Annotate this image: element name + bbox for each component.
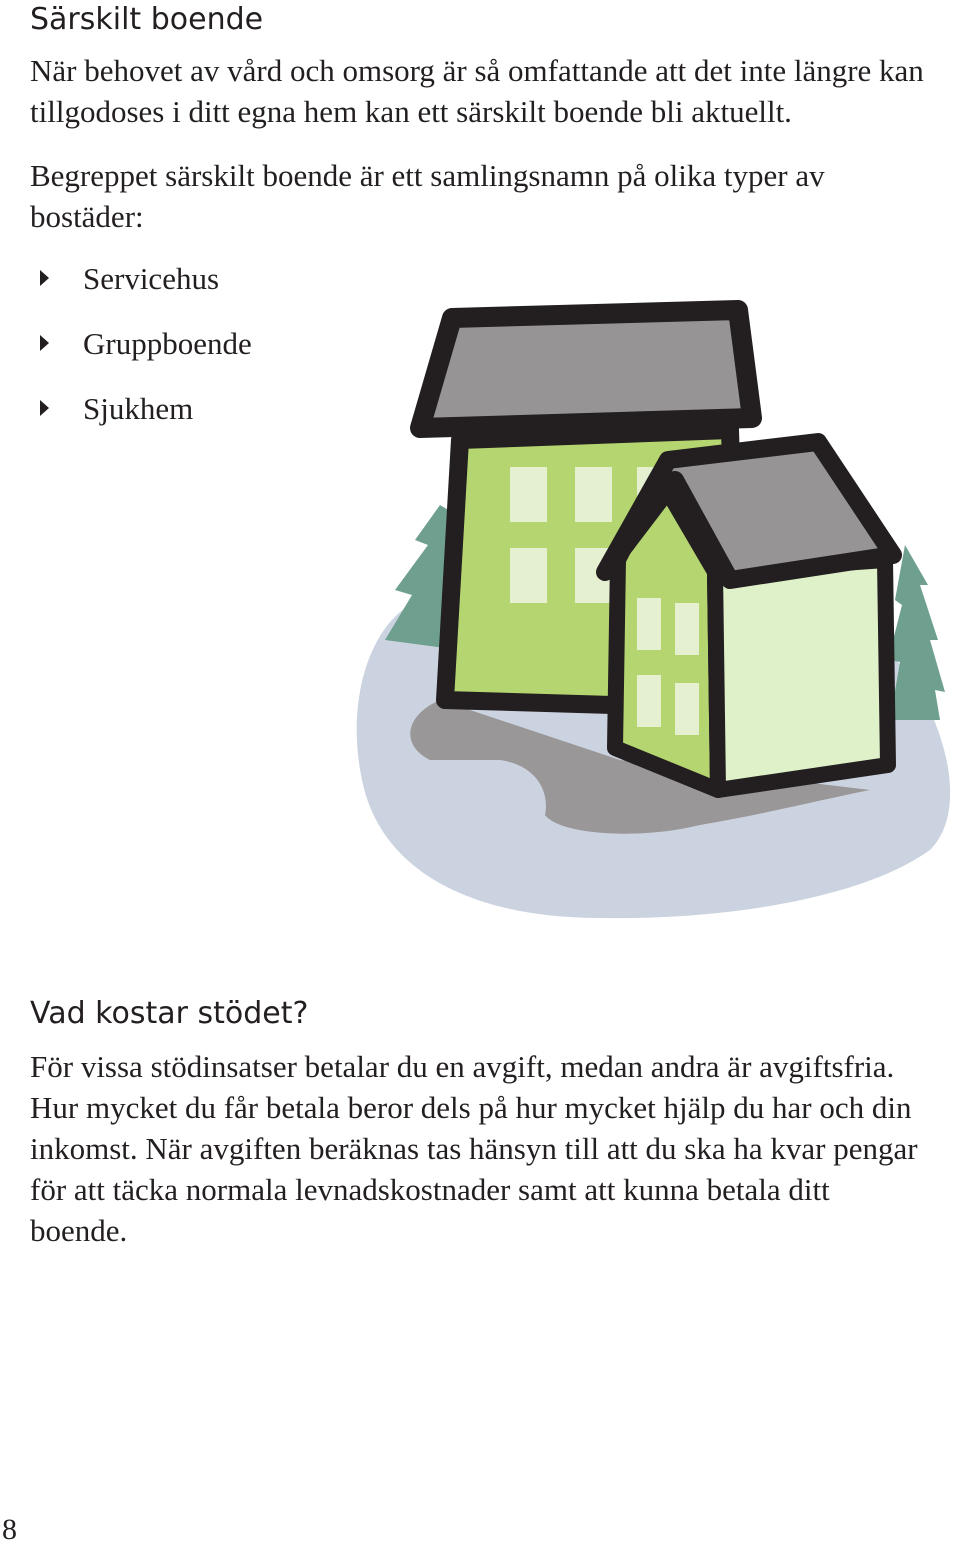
triangle-bullet-icon bbox=[40, 400, 49, 416]
list-item-label: Servicehus bbox=[83, 261, 220, 296]
list-item bbox=[40, 323, 252, 388]
list-item bbox=[40, 258, 252, 323]
paragraph-intro: När behovet av vård och omsorg är så omfattande att det inte längre kan tillgodoses i ditt egna hem kan ett särskilt boende bli aktuellt. bbox=[30, 53, 924, 129]
heading-sarskilt-boende: Särskilt boende bbox=[30, 2, 264, 37]
tree-right bbox=[888, 545, 945, 720]
large-building-roof bbox=[420, 310, 752, 428]
paragraph-costs: För vissa stödinsatser betalar du en avgift, medan andra är avgiftsfria. Hur mycket du får betala beror dels på hur mycket hjälp du har och din inkomst. När avgiften beräknas tas hänsyn till att du ska ha kvar pengar för att täcka normala levnadskostnader samt att kunna betala ditt boende. bbox=[30, 1049, 918, 1248]
triangle-bullet-icon bbox=[40, 335, 49, 351]
paragraph-definition: Begreppet särskilt boende är ett samlingsnamn på olika typer av bostäder: bbox=[30, 158, 825, 234]
heading-vad-kostar-stodet: Vad kostar stödet? bbox=[30, 996, 309, 1031]
houses-illustration bbox=[340, 290, 960, 930]
triangle-bullet-icon bbox=[40, 270, 49, 286]
housing-types-list bbox=[40, 258, 252, 453]
list-item-label: Gruppboende bbox=[83, 326, 252, 361]
list-item-label: Sjukhem bbox=[83, 391, 194, 426]
list-item bbox=[40, 388, 252, 453]
page-number: 8 bbox=[2, 1513, 17, 1546]
small-house-side-wall bbox=[715, 560, 888, 790]
